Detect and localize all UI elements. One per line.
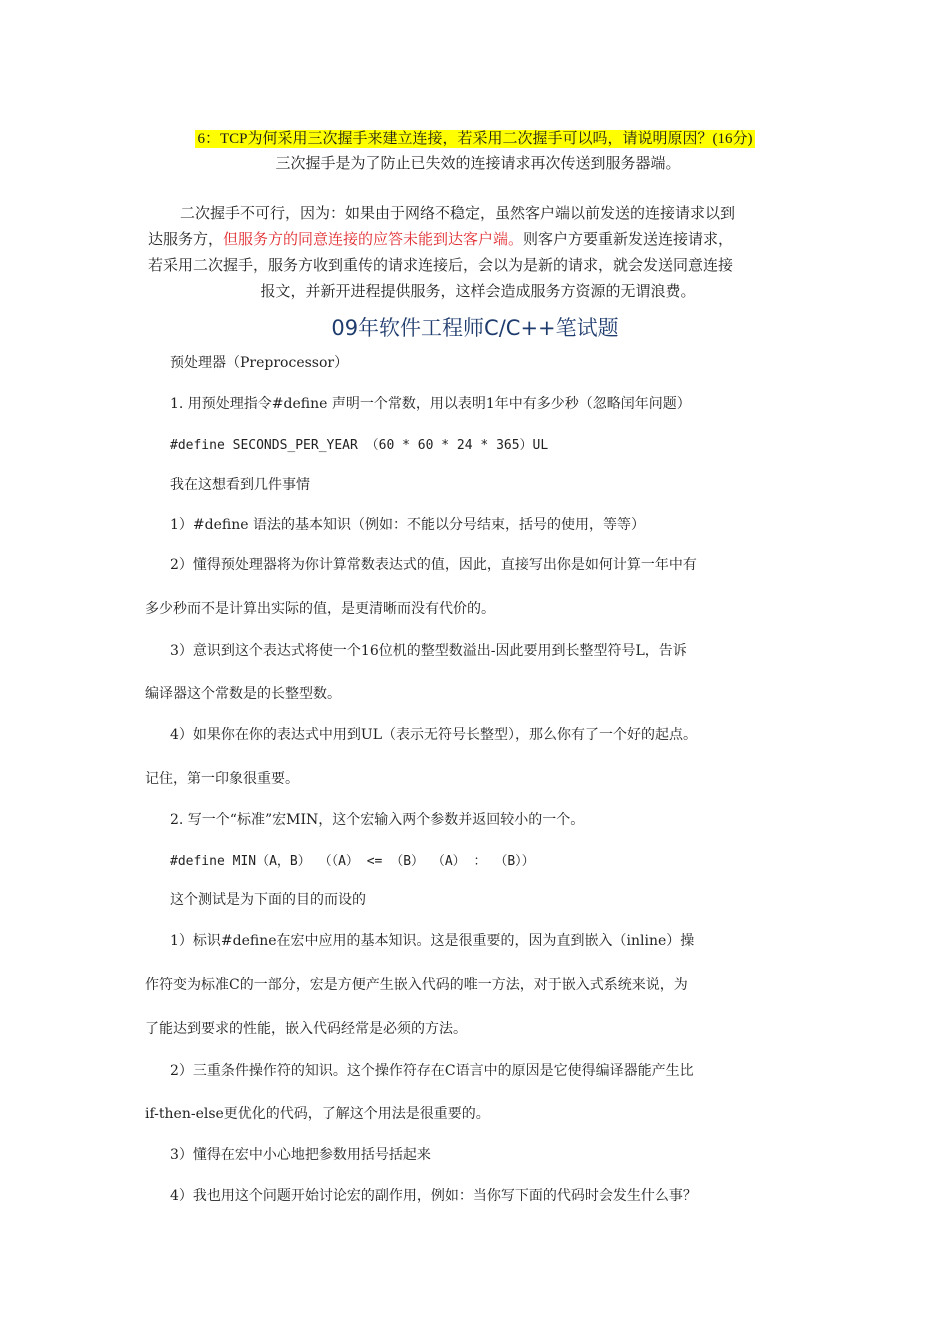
body-line: 2）三重条件操作符的知识。这个操作符存在C语言中的原因是它使得编译器能产生比 [170,1063,694,1079]
answer-text: 则客户方要重新发送连接请求， [523,230,734,248]
body-line: 1. 用预处理指令#define 声明一个常数，用以表明1年中有多少秒（忽略闰年问题） [170,396,691,412]
body-line: if-then-else更优化的代码，了解这个用法是很重要的。 [145,1106,490,1122]
body-line: 了能达到要求的性能，嵌入代码经常是必须的方法。 [145,1021,467,1037]
body-line: 我在这想看到几件事情 [170,477,310,493]
answer-paragraph-line-1: 二次握手不可行，因为：如果由于网络不稳定，虽然客户端以前发送的连接请求以到 [180,204,736,222]
body-line: 记住，第一印象很重要。 [145,771,299,787]
answer-line-1: 三次握手是为了防止已失效的连接请求再次传送到服务器端。 [275,154,681,172]
section-title: 09年软件工程师C/C++笔试题 [331,316,619,340]
body-line: 2）懂得预处理器将为你计算常数表达式的值，因此，直接写出你是如何计算一年中有 [170,557,697,573]
body-line: 2. 写一个“标准”宏MIN，这个宏输入两个参数并返回较小的一个。 [170,812,585,828]
answer-paragraph-line-3: 若采用二次握手，服务方收到重传的请求连接后，会以为是新的请求，就会发送同意连接 [148,256,734,274]
answer-paragraph-line-4: 报文，并新开进程提供服务，这样会造成服务方资源的无谓浪费。 [260,282,696,300]
answer-paragraph-line-2 [148,226,808,252]
body-line: 4）我也用这个问题开始讨论宏的副作用，例如：当你写下面的代码时会发生什么事？ [170,1188,697,1204]
body-line: 1）标识#define在宏中应用的基本知识。这是很重要的，因为直到嵌入（inline）操 [170,933,695,949]
body-line: 1）#define 语法的基本知识（例如：不能以分号结束，括号的使用，等等） [170,517,645,533]
body-line: 作符变为标准C的一部分，宏是方便产生嵌入代码的唯一方法，对于嵌入式系统来说，为 [145,977,688,993]
body-line: 3）意识到这个表达式将使一个16位机的整型数溢出-因此要用到长整型符号L，告诉 [170,643,687,659]
body-line: 4）如果你在你的表达式中用到UL（表示无符号长整型），那么你有了一个好的起点。 [170,727,698,743]
answer-text: 达服务方， [148,230,224,248]
body-line: 预处理器（Preprocessor） [170,355,349,371]
body-line: 3）懂得在宏中小心地把参数用括号括起来 [170,1147,431,1163]
body-line: 这个测试是为下面的目的而设的 [170,892,366,908]
answer-highlighted-text: 但服务方的同意连接的应答未能到达客户端。 [223,230,524,248]
code-line: #define MIN（A，B） （（A） <= （B） （A） ： （B）） [170,854,535,869]
question-heading [0,127,950,148]
question-heading-text: 6：TCP为何采用三次握手来建立连接，若采用二次握手可以吗，请说明原因？(16分) [197,131,753,147]
body-line: 编译器这个常数是的长整型数。 [145,686,341,702]
code-line: #define SECONDS_PER_YEAR （60 * 60 * 24 * 365）UL [170,438,549,453]
body-line: 多少秒而不是计算出实际的值，是更清晰而没有代价的。 [145,601,495,617]
